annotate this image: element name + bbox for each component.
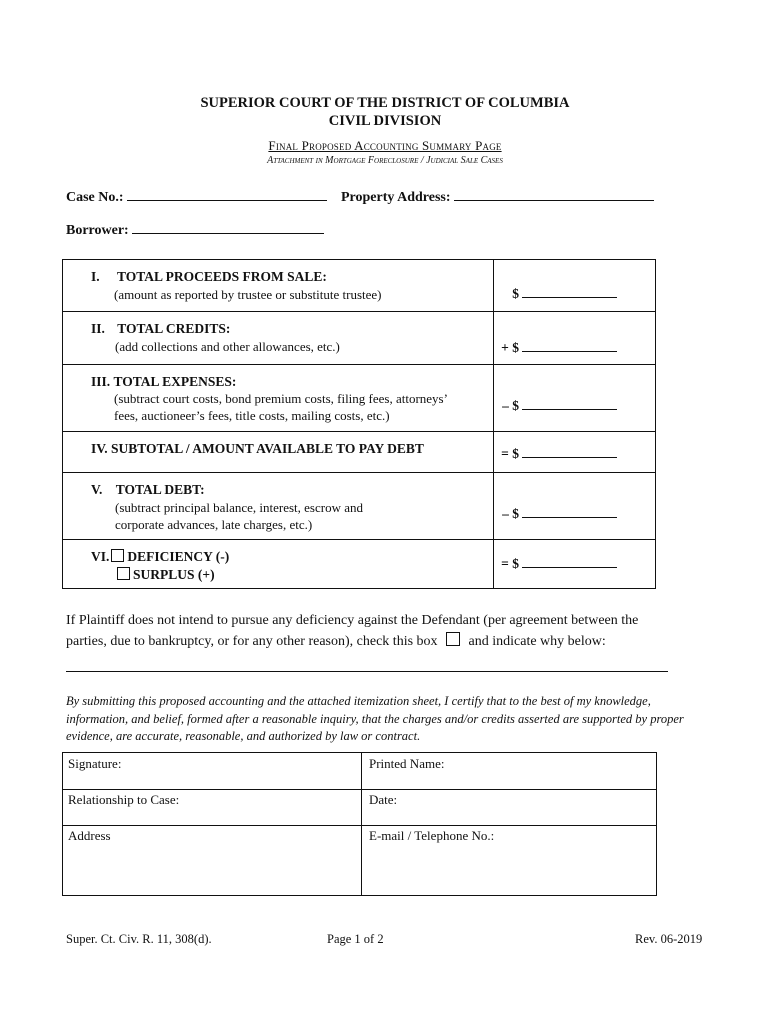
plaintiff-note-line: If Plaintiff does not intend to pursue any deficiency against the Defendant (per agreement between the xyxy=(66,613,639,628)
row-title: TOTAL EXPENSES: xyxy=(113,374,237,389)
form-title: Final Proposed Accounting Summary Page xyxy=(268,138,502,153)
row-number: VI. xyxy=(91,549,110,564)
case-no-label: Case No.: xyxy=(66,190,124,205)
plaintiff-note-text: parties, due to bankruptcy, or for any other reason), check this box xyxy=(66,634,438,649)
row-description: (add collections and other allowances, etc.) xyxy=(115,339,340,354)
case-no-input[interactable] xyxy=(127,188,327,201)
amount-sign: + $ xyxy=(501,340,519,355)
amount-line[interactable] xyxy=(522,555,617,568)
amount-line[interactable] xyxy=(522,339,617,352)
row-label xyxy=(91,482,205,498)
row-title: TOTAL DEBT: xyxy=(115,482,205,497)
row-description-line: (subtract principal balance, interest, escrow and xyxy=(115,500,363,515)
row-total-debt xyxy=(63,472,655,539)
borrower-input[interactable] xyxy=(132,221,324,234)
deficiency-label: DEFICIENCY (-) xyxy=(127,549,230,564)
row-description: (amount as reported by trustee or substitute trustee) xyxy=(114,287,382,302)
address-field[interactable]: Address xyxy=(68,828,111,843)
plaintiff-note-line xyxy=(66,631,706,652)
row-description-line: (subtract court costs, bond premium costs, filing fees, attorneys’ xyxy=(114,391,448,406)
amount-field[interactable] xyxy=(502,397,617,414)
amount-field[interactable] xyxy=(501,445,617,462)
footer-rule: Super. Ct. Civ. R. 11, 308(d). xyxy=(66,932,212,946)
borrower-label: Borrower: xyxy=(66,223,129,238)
amount-field[interactable] xyxy=(512,285,617,302)
row-label xyxy=(91,548,229,584)
row-total-expenses xyxy=(63,364,655,431)
amount-field[interactable] xyxy=(501,555,617,572)
property-address-field xyxy=(341,188,654,206)
amount-sign: – $ xyxy=(502,506,519,521)
amount-field[interactable] xyxy=(501,339,617,356)
email-phone-field[interactable]: E-mail / Telephone No.: xyxy=(369,828,495,843)
signature-divider xyxy=(361,753,362,895)
case-no-field xyxy=(66,188,327,206)
signature-row-line xyxy=(63,825,656,826)
row-label xyxy=(91,441,424,457)
signature-field[interactable]: Signature: xyxy=(68,756,122,771)
property-address-label: Property Address: xyxy=(341,190,451,205)
row-number: III. xyxy=(91,374,111,389)
amount-line[interactable] xyxy=(522,445,617,458)
amount-line[interactable] xyxy=(522,397,617,410)
amount-line[interactable] xyxy=(522,285,617,298)
row-number: V. xyxy=(91,482,103,497)
footer-page: Page 1 of 2 xyxy=(327,932,384,946)
row-total-proceeds xyxy=(63,260,655,311)
borrower-field xyxy=(66,221,324,239)
court-name: SUPERIOR COURT OF THE DISTRICT OF COLUMBIA xyxy=(200,95,570,111)
amount-line[interactable] xyxy=(522,505,617,518)
row-subtotal xyxy=(63,431,655,472)
no-deficiency-checkbox[interactable] xyxy=(446,632,460,646)
property-address-input[interactable] xyxy=(454,188,654,201)
row-label xyxy=(91,321,230,337)
plaintiff-note-text: and indicate why below: xyxy=(468,634,606,649)
row-total-credits xyxy=(63,311,655,364)
row-label xyxy=(91,374,236,390)
row-number: I. xyxy=(91,269,100,284)
row-title: SUBTOTAL / AMOUNT AVAILABLE TO PAY DEBT xyxy=(111,441,424,456)
signature-row-line xyxy=(63,789,656,790)
footer-revision: Rev. 06-2019 xyxy=(635,932,703,946)
date-field[interactable]: Date: xyxy=(369,792,398,807)
row-title: TOTAL PROCEEDS FROM SALE: xyxy=(117,269,327,284)
form-subtitle: Attachment in Mortgage Foreclosure / Judicial Sale Cases xyxy=(267,155,503,166)
amount-sign: = $ xyxy=(501,446,519,461)
surplus-checkbox[interactable] xyxy=(117,567,130,580)
row-description-line: fees, auctioneer’s fees, title costs, mailing costs, etc.) xyxy=(114,408,390,423)
row-deficiency-surplus xyxy=(63,539,655,590)
row-description xyxy=(115,499,363,533)
amount-field[interactable] xyxy=(502,505,617,522)
accounting-summary-table xyxy=(62,259,656,589)
deficiency-checkbox[interactable] xyxy=(111,549,124,562)
reason-line[interactable] xyxy=(66,671,668,672)
certification-text: By submitting this proposed accounting and the attached itemization sheet, I certify that to the best of my knowledge, information, and belief, formed after a reasonable inquiry, that the charges and/or credits asserted are supported by proper evidence, are accurate, reasonable, and authorized by law or contract. xyxy=(66,694,684,743)
signature-block xyxy=(62,752,657,896)
plaintiff-note xyxy=(66,610,706,652)
amount-sign: = $ xyxy=(501,556,519,571)
division-name: CIVIL DIVISION xyxy=(328,113,442,129)
row-description xyxy=(114,390,448,424)
row-title: TOTAL CREDITS: xyxy=(117,321,231,336)
row-description-line: corporate advances, late charges, etc.) xyxy=(115,517,313,532)
amount-sign: – $ xyxy=(502,398,519,413)
amount-sign: $ xyxy=(512,286,519,301)
relationship-field[interactable]: Relationship to Case: xyxy=(68,792,180,807)
row-label xyxy=(91,269,327,285)
printed-name-field[interactable]: Printed Name: xyxy=(369,756,445,771)
row-number: IV. xyxy=(91,441,108,456)
surplus-label: SURPLUS (+) xyxy=(133,567,215,582)
row-number: II. xyxy=(91,321,105,336)
